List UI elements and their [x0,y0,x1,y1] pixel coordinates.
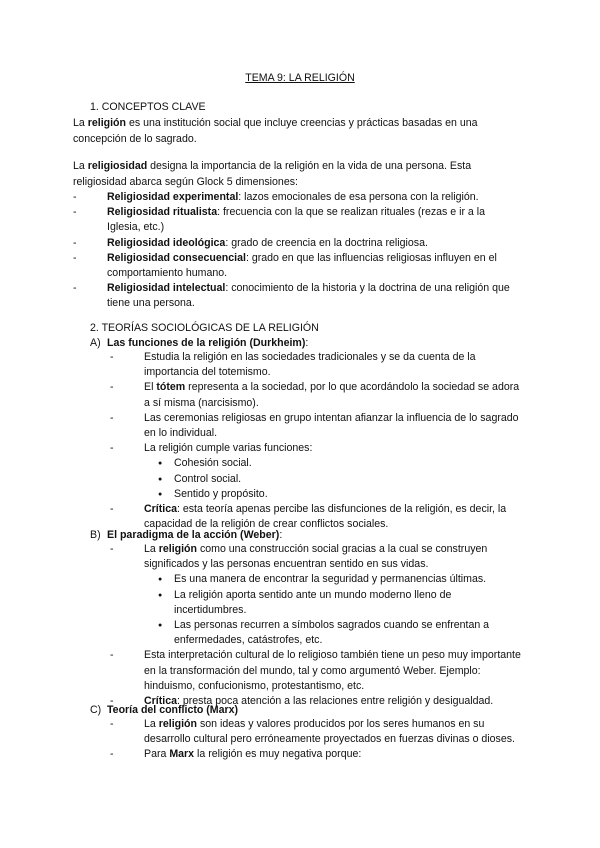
list-item: - Religiosidad consecuencial: grado en que las influencias religiosas influyen en el comportamiento humano. [73,251,513,281]
list-item: - Crítica: presta poca atención a las relaciones entre religión y desigualdad. [110,694,524,709]
subsection-a-title: Las funciones de la religión (Durkheim): [107,337,309,349]
list-item: ● Las personas recurren a símbolos sagrados cuando se enfrentan a enfermedades, catástrofes, etc. [154,618,524,648]
list-item: ● Cohesión social. [154,456,524,471]
list-item: - Religiosidad intelectual: conocimiento de la historia y la doctrina de una religión que tiene una persona. [73,281,513,311]
list-item: - Religiosidad experimental: lazos emocionales de esa persona con la religión. [73,190,513,205]
subsection-a-list [110,350,524,532]
page-title: TEMA 9: LA RELIGIÓN [245,72,355,84]
list-item: - Para Marx la religión es muy negativa porque: [110,747,524,762]
list-item: - Esta interpretación cultural de lo religioso también tiene un peso muy importante en la transformación del mundo, tal y como argumentó Weber. Ejemplo: hinduismo, confucionismo, protestantismo, etc. [110,648,524,694]
subsection-c-title: Teoría del conflicto (Marx) [107,704,239,716]
list-item: ● Es una manera de encontrar la seguridad y permanencias últimas. [154,572,524,587]
section-2-heading: 2. TEORÍAS SOCIOLÓGICAS DE LA RELIGIÓN [90,322,319,334]
paragraph-religion: La religión es una institución social que incluye creencias y prácticas basadas en una concepción de lo sagrado. [73,117,478,145]
list-item: - El tótem representa a la sociedad, por lo que acordándolo la sociedad se adora a sí misma (narcisismo). [110,380,524,410]
subsection-c-list [110,717,524,763]
paragraph-religiosidad: La religiosidad designa la importancia de la religión en la vida de una persona. Esta religiosidad abarca según Glock 5 dimensiones: [73,160,472,188]
list-item: - La religión son ideas y valores producidos por los seres humanos en su desarrollo cultural pero erróneamente proyectados en fuerzas divinas o dioses. [110,717,524,747]
list-item: ● Control social. [154,472,524,487]
list-item: - Religiosidad ritualista: frecuencia con la que se realizan rituales (rezas e ir a la Iglesia, etc.) [73,205,513,235]
list-item: - Estudia la religión en las sociedades tradicionales y se da cuenta de la importancia del totemismo. [110,350,524,380]
subsection-b-title: El paradigma de la acción (Weber): [107,529,283,541]
subsection-b-list [110,542,524,709]
list-item: ● Sentido y propósito. [154,487,524,502]
list-item: - La religión cumple varias funciones: ● Cohesión social. ● Control social. ● Sentido y propósito. [110,441,524,502]
section-1-heading: 1. CONCEPTOS CLAVE [90,101,206,113]
list-item: - La religión como una construcción social gracias a la cual se construyen significados y las personas encuentran sentido en sus vidas. ● Es una manera de encontrar la seguridad y permanencias últimas. ● La religión aporta sentido ante un mundo moderno lleno de incertidumbres. ● Las personas recurren a símbolos sagrados cuando se enfrentan a enfermedades, catástrofes, etc. [110,542,524,648]
dimensions-list [73,190,513,312]
list-item: - Crítica: esta teoría apenas percibe las disfunciones de la religión, es decir, la capacidad de la religión de crear conflictos sociales. [110,502,524,532]
weber-sublist [144,572,524,648]
list-item: - Las ceremonias religiosas en grupo intentan afianzar la influencia de lo sagrado en lo individual. [110,411,524,441]
subsection-a-label: A) [90,337,101,349]
functions-list [144,456,524,502]
subsection-c-label: C) [90,704,102,716]
list-item: - Religiosidad ideológica: grado de creencia en la doctrina religiosa. [73,236,513,251]
list-item: ● La religión aporta sentido ante un mundo moderno lleno de incertidumbres. [154,588,524,618]
subsection-b-label: B) [90,529,101,541]
